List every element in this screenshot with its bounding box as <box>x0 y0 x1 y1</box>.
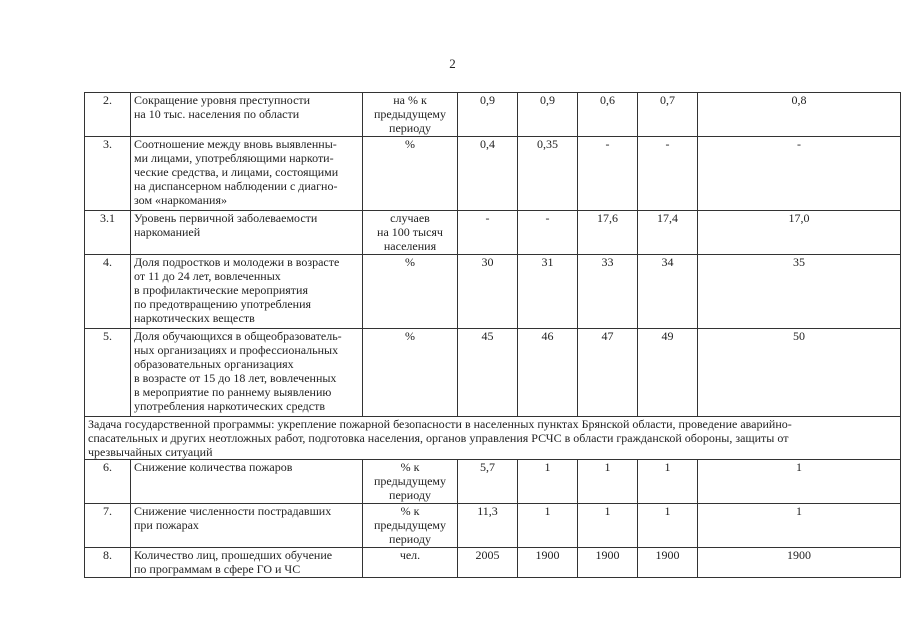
unit-line: чел. <box>399 548 421 562</box>
indicator-name <box>131 255 363 329</box>
indicator-name-line: Соотношение между вновь выявленны- <box>134 137 337 151</box>
value-cell: 47 <box>578 329 638 417</box>
unit-line: предыдущему <box>373 518 447 532</box>
row-number: 6. <box>85 460 131 504</box>
indicator-name-line: от 11 до 24 лет, вовлеченных <box>134 269 281 283</box>
row-number: 5. <box>85 329 131 417</box>
value-cell: 1900 <box>518 548 578 578</box>
value-cell: 50 <box>698 329 901 417</box>
value-cell: 45 <box>458 329 518 417</box>
value-cell: 33 <box>578 255 638 329</box>
table-row <box>85 329 901 417</box>
unit-line: случаев <box>390 211 430 225</box>
indicator-name-line: Снижение количества пожаров <box>134 460 293 474</box>
value-cell: 0,9 <box>458 93 518 137</box>
task-cell <box>85 417 901 460</box>
unit-line: периоду <box>389 488 431 502</box>
indicator-name <box>131 211 363 255</box>
table-row <box>85 137 901 211</box>
unit-line: населения <box>383 239 437 253</box>
value-cell: 1 <box>578 460 638 504</box>
indicator-name-line: в возрасте от 15 до 18 лет, вовлеченных <box>134 371 337 385</box>
indicator-name-line: по программам в сфере ГО и ЧС <box>134 562 301 576</box>
value-cell: 1 <box>578 504 638 548</box>
row-number: 2. <box>85 93 131 137</box>
value-cell: 11,3 <box>458 504 518 548</box>
table-row <box>85 548 901 578</box>
value-cell: 0,9 <box>518 93 578 137</box>
indicator-name-line: Доля подростков и молодежи в возрасте <box>134 255 340 269</box>
indicator-name <box>131 329 363 417</box>
indicator-name-line: в мероприятие по раннему выявлению <box>134 385 332 399</box>
unit-line: предыдущему <box>373 474 447 488</box>
table-row <box>85 255 901 329</box>
value-cell: - <box>638 137 698 211</box>
unit-line: % <box>405 329 415 343</box>
indicator-name-line: на 10 тыс. населения по области <box>134 107 300 121</box>
table-body-before <box>85 93 901 417</box>
unit-line: периоду <box>389 121 431 135</box>
value-cell: 30 <box>458 255 518 329</box>
indicator-name-line: употребления наркотических средств <box>134 399 326 413</box>
value-cell: 46 <box>518 329 578 417</box>
value-cell: 1 <box>518 460 578 504</box>
table-body-task <box>85 417 901 460</box>
page-number: 2 <box>449 56 456 71</box>
indicator-name-line: зом «наркомания» <box>134 193 227 207</box>
row-number: 3.1 <box>85 211 131 255</box>
value-cell: 17,6 <box>578 211 638 255</box>
indicator-name-line: при пожарах <box>134 518 199 532</box>
indicator-name-line: ных организациях и профессиональных <box>134 343 339 357</box>
task-row <box>85 417 901 460</box>
table-row <box>85 93 901 137</box>
indicator-name-line: Уровень первичной заболеваемости <box>134 211 318 225</box>
indicator-name-line: наркотических веществ <box>134 311 255 325</box>
unit-cell <box>363 460 458 504</box>
unit-line: % к <box>400 504 420 518</box>
indicator-name <box>131 137 363 211</box>
value-cell: 1 <box>518 504 578 548</box>
indicator-name-line: Сокращение уровня преступности <box>134 93 311 107</box>
value-cell: - <box>698 137 901 211</box>
table-body-after <box>85 460 901 578</box>
task-line: спасательных и других неотложных работ, подготовка населения, органов управления РСЧС в области гражданской обороны, защиты от <box>88 431 789 445</box>
indicator-name-line: Снижение численности пострадавших <box>134 504 332 518</box>
value-cell: 17,0 <box>698 211 901 255</box>
unit-line: % <box>405 255 415 269</box>
indicator-name-line: Количество лиц, прошедших обучение <box>134 548 333 562</box>
table-row <box>85 211 901 255</box>
value-cell: - <box>518 211 578 255</box>
indicator-name-line: на диспансерном наблюдении с диагно- <box>134 179 338 193</box>
value-cell: 0,4 <box>458 137 518 211</box>
value-cell: - <box>458 211 518 255</box>
task-line: чрезвычайных ситуаций <box>88 445 213 459</box>
value-cell: 0,8 <box>698 93 901 137</box>
table-row <box>85 460 901 504</box>
unit-cell <box>363 211 458 255</box>
indicator-name-line: ческие средства, и лицами, состоящими <box>134 165 339 179</box>
unit-cell <box>363 93 458 137</box>
task-line: Задача государственной программы: укрепление пожарной безопасности в населенных пунктах Брянской области, проведение аварийно- <box>88 417 792 431</box>
row-number: 3. <box>85 137 131 211</box>
indicator-name-line: наркоманией <box>134 225 201 239</box>
value-cell: 49 <box>638 329 698 417</box>
unit-line: предыдущему <box>373 107 447 121</box>
value-cell: 1900 <box>578 548 638 578</box>
unit-cell <box>363 255 458 329</box>
indicators-table <box>84 92 901 578</box>
value-cell: 5,7 <box>458 460 518 504</box>
indicator-name-line: образовательных организациях <box>134 357 294 371</box>
indicator-name-line: Доля обучающихся в общеобразователь- <box>134 329 342 343</box>
unit-cell <box>363 329 458 417</box>
indicator-name <box>131 504 363 548</box>
value-cell: 0,7 <box>638 93 698 137</box>
value-cell: 34 <box>638 255 698 329</box>
value-cell: 2005 <box>458 548 518 578</box>
value-cell: 1900 <box>638 548 698 578</box>
indicator-name <box>131 460 363 504</box>
unit-cell <box>363 137 458 211</box>
value-cell: 1 <box>698 460 901 504</box>
unit-line: на % к <box>393 93 427 107</box>
value-cell: 0,6 <box>578 93 638 137</box>
unit-line: % к <box>400 460 420 474</box>
value-cell: 1 <box>638 504 698 548</box>
row-number: 8. <box>85 548 131 578</box>
value-cell: 17,4 <box>638 211 698 255</box>
unit-cell <box>363 548 458 578</box>
value-cell: 1 <box>638 460 698 504</box>
value-cell: 1 <box>698 504 901 548</box>
unit-line: на 100 тысяч <box>377 225 443 239</box>
value-cell: 1900 <box>698 548 901 578</box>
unit-cell <box>363 504 458 548</box>
indicator-name-line: в профилактические мероприятия <box>134 283 308 297</box>
indicator-name <box>131 93 363 137</box>
value-cell: 31 <box>518 255 578 329</box>
row-number: 7. <box>85 504 131 548</box>
unit-line: периоду <box>389 532 431 546</box>
value-cell: 35 <box>698 255 901 329</box>
value-cell: 0,35 <box>518 137 578 211</box>
row-number: 4. <box>85 255 131 329</box>
unit-line: % <box>405 137 415 151</box>
indicator-name-line: ми лицами, употребляющими наркоти- <box>134 151 334 165</box>
value-cell: - <box>578 137 638 211</box>
table-row <box>85 504 901 548</box>
indicator-name <box>131 548 363 578</box>
indicator-name-line: по предотвращению употребления <box>134 297 312 311</box>
